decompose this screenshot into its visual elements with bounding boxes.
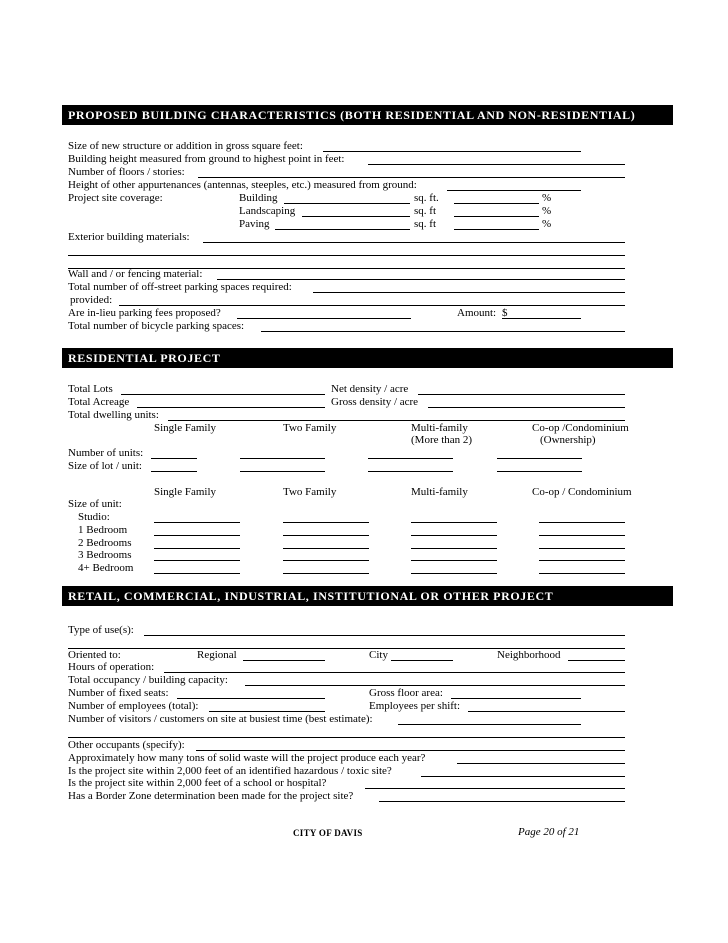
coverage-landscaping-percent-field[interactable] — [454, 216, 539, 217]
waste-label: Approximately how many tons of solid waste will the project produce each year? — [68, 752, 426, 764]
coverage-paving-label: Paving — [239, 218, 270, 230]
net-density-field[interactable] — [418, 394, 625, 395]
unit-row-label: 1 Bedroom — [78, 524, 128, 536]
unit-row-label: Studio: — [78, 511, 110, 523]
hazardous-label: Is the project site within 2,000 feet of an identified hazardous / toxic site? — [68, 765, 392, 777]
floor-area-field[interactable] — [451, 698, 581, 699]
percent-unit: % — [542, 205, 552, 217]
city-label: City — [369, 649, 388, 661]
amount-field[interactable] — [502, 318, 581, 319]
occupancy-field[interactable] — [245, 685, 625, 686]
coverage-landscaping-label: Landscaping — [239, 205, 296, 217]
school-field[interactable] — [365, 788, 625, 789]
floor-area-label: Gross floor area: — [369, 687, 443, 699]
appurtenances-field[interactable] — [447, 190, 581, 191]
lot-size-label: Size of lot / unit: — [68, 460, 142, 472]
dollar-sign: $ — [502, 307, 508, 319]
units-single-field[interactable] — [151, 458, 197, 459]
lot-multi-field[interactable] — [368, 471, 453, 472]
neighborhood-field[interactable] — [568, 660, 625, 661]
bed2-coop-field[interactable] — [539, 548, 625, 549]
city-field[interactable] — [391, 660, 453, 661]
bed4-single-field[interactable] — [154, 573, 240, 574]
units-coop-field[interactable] — [497, 458, 582, 459]
coverage-building-label: Building — [239, 192, 278, 204]
hours-label: Hours of operation: — [68, 661, 155, 673]
lot-coop-field[interactable] — [497, 471, 582, 472]
footer-city: CITY OF DAVIS — [293, 828, 363, 838]
size-label: Size of new structure or addition in gross square feet: — [68, 140, 303, 152]
school-label: Is the project site within 2,000 feet of a school or hospital? — [68, 777, 327, 789]
coverage-paving-sqft-field[interactable] — [275, 229, 410, 230]
bed3-single-field[interactable] — [154, 560, 240, 561]
amount-label: Amount: — [457, 307, 497, 319]
bed3-two-field[interactable] — [283, 560, 369, 561]
hours-field[interactable] — [164, 672, 625, 673]
other-occupants-field[interactable] — [196, 750, 625, 751]
exterior-field[interactable] — [203, 242, 625, 243]
bed4-coop-field[interactable] — [539, 573, 625, 574]
coverage-building-sqft-field[interactable] — [284, 203, 410, 204]
parking-required-field[interactable] — [313, 292, 625, 293]
employees-field[interactable] — [209, 711, 325, 712]
bed4-multi-field[interactable] — [411, 573, 497, 574]
col-header-two-family: Two Family — [283, 422, 337, 434]
visitors-label: Number of visitors / customers on site at busiest time (best estimate): — [68, 713, 373, 725]
footer-page-number: Page 20 of 21 — [518, 826, 580, 838]
col-header-multi-family: Multi-family — [411, 422, 468, 434]
bicycle-label: Total number of bicycle parking spaces: — [68, 320, 245, 332]
bed3-multi-field[interactable] — [411, 560, 497, 561]
sqft-unit: sq. ft. — [414, 192, 439, 204]
unit-row-label: 3 Bedrooms — [78, 549, 132, 561]
bed4-two-field[interactable] — [283, 573, 369, 574]
floors-field[interactable] — [198, 177, 625, 178]
appurtenances-label: Height of other appurtenances (antennas, steeples, etc.) measured from ground: — [68, 179, 417, 191]
occupancy-label: Total occupancy / building capacity: — [68, 674, 228, 686]
unit-row-label: 2 Bedrooms — [78, 537, 132, 549]
coverage-building-percent-field[interactable] — [454, 203, 539, 204]
bed1-multi-field[interactable] — [411, 535, 497, 536]
per-shift-field[interactable] — [468, 711, 625, 712]
units-multi-field[interactable] — [368, 458, 453, 459]
col2-header-two-family: Two Family — [283, 486, 337, 498]
gross-density-label: Gross density / acre — [331, 396, 419, 408]
total-acreage-label: Total Acreage — [68, 396, 130, 408]
exterior-label: Exterior building materials: — [68, 231, 190, 243]
studio-coop-field[interactable] — [539, 522, 625, 523]
studio-single-field[interactable] — [154, 522, 240, 523]
coverage-label: Project site coverage: — [68, 192, 163, 204]
units-two-field[interactable] — [240, 458, 325, 459]
inlieu-label: Are in-lieu parking fees proposed? — [68, 307, 221, 319]
oriented-label: Oriented to: — [68, 649, 121, 661]
percent-unit: % — [542, 192, 552, 204]
col2-header-multi-family: Multi-family — [411, 486, 468, 498]
bed1-single-field[interactable] — [154, 535, 240, 536]
lot-single-field[interactable] — [151, 471, 197, 472]
col-header-multi-family-sub: (More than 2) — [411, 434, 473, 446]
lot-two-field[interactable] — [240, 471, 325, 472]
size-of-unit-label: Size of unit: — [68, 498, 122, 510]
wall-label: Wall and / or fencing material: — [68, 268, 203, 280]
section-header-retail: RETAIL, COMMERCIAL, INDUSTRIAL, INSTITUTIONAL OR OTHER PROJECT — [62, 586, 673, 606]
gross-density-field[interactable] — [428, 407, 625, 408]
bed3-coop-field[interactable] — [539, 560, 625, 561]
visitors-field-line2[interactable] — [68, 737, 625, 738]
regional-field[interactable] — [243, 660, 325, 661]
parking-required-label: Total number of off-street parking spaces required: — [68, 281, 292, 293]
hazardous-field[interactable] — [421, 776, 625, 777]
border-zone-label: Has a Border Zone determination been made for the project site? — [68, 790, 354, 802]
col-header-single-family: Single Family — [154, 422, 217, 434]
per-shift-label: Employees per shift: — [369, 700, 461, 712]
bed1-coop-field[interactable] — [539, 535, 625, 536]
total-lots-field[interactable] — [121, 394, 325, 395]
parking-provided-label: provided: — [70, 294, 113, 306]
other-occupants-label: Other occupants (specify): — [68, 739, 185, 751]
bed2-single-field[interactable] — [154, 548, 240, 549]
total-lots-label: Total Lots — [68, 383, 113, 395]
coverage-paving-percent-field[interactable] — [454, 229, 539, 230]
height-label: Building height measured from ground to highest point in feet: — [68, 153, 345, 165]
col2-header-coop: Co-op / Condominium — [532, 486, 632, 498]
height-field[interactable] — [368, 164, 625, 165]
net-density-label: Net density / acre — [331, 383, 409, 395]
sqft-unit: sq. ft — [414, 218, 436, 230]
neighborhood-label: Neighborhood — [497, 649, 561, 661]
col-header-coop-sub: (Ownership) — [540, 434, 596, 446]
bed1-two-field[interactable] — [283, 535, 369, 536]
percent-unit: % — [542, 218, 552, 230]
unit-row-label: 4+ Bedroom — [78, 562, 134, 574]
regional-label: Regional — [197, 649, 237, 661]
sqft-unit: sq. ft — [414, 205, 436, 217]
exterior-field-line2[interactable] — [68, 255, 625, 256]
number-of-units-label: Number of units: — [68, 447, 144, 459]
bed2-two-field[interactable] — [283, 548, 369, 549]
section-header-building: PROPOSED BUILDING CHARACTERISTICS (BOTH RESIDENTIAL AND NON-RESIDENTIAL) — [62, 105, 673, 125]
employees-label: Number of employees (total): — [68, 700, 199, 712]
visitors-field[interactable] — [398, 724, 581, 725]
col-header-coop: Co-op /Condominium — [532, 422, 629, 434]
border-zone-field[interactable] — [379, 801, 625, 802]
coverage-landscaping-sqft-field[interactable] — [302, 216, 410, 217]
type-of-use-label: Type of use(s): — [68, 624, 134, 636]
floors-label: Number of floors / stories: — [68, 166, 185, 178]
seats-field[interactable] — [177, 698, 325, 699]
seats-label: Number of fixed seats: — [68, 687, 169, 699]
studio-multi-field[interactable] — [411, 522, 497, 523]
col2-header-single-family: Single Family — [154, 486, 217, 498]
size-field[interactable] — [323, 151, 581, 152]
inlieu-field[interactable] — [237, 318, 411, 319]
studio-two-field[interactable] — [283, 522, 369, 523]
section-header-residential: RESIDENTIAL PROJECT — [62, 348, 673, 368]
bed2-multi-field[interactable] — [411, 548, 497, 549]
bicycle-field[interactable] — [261, 331, 625, 332]
waste-field[interactable] — [457, 763, 625, 764]
parking-provided-field[interactable] — [119, 305, 625, 306]
type-of-use-field[interactable] — [144, 635, 625, 636]
total-units-field[interactable] — [168, 420, 625, 421]
total-acreage-field[interactable] — [137, 407, 325, 408]
wall-field[interactable] — [217, 279, 625, 280]
total-units-label: Total dwelling units: — [68, 409, 159, 421]
